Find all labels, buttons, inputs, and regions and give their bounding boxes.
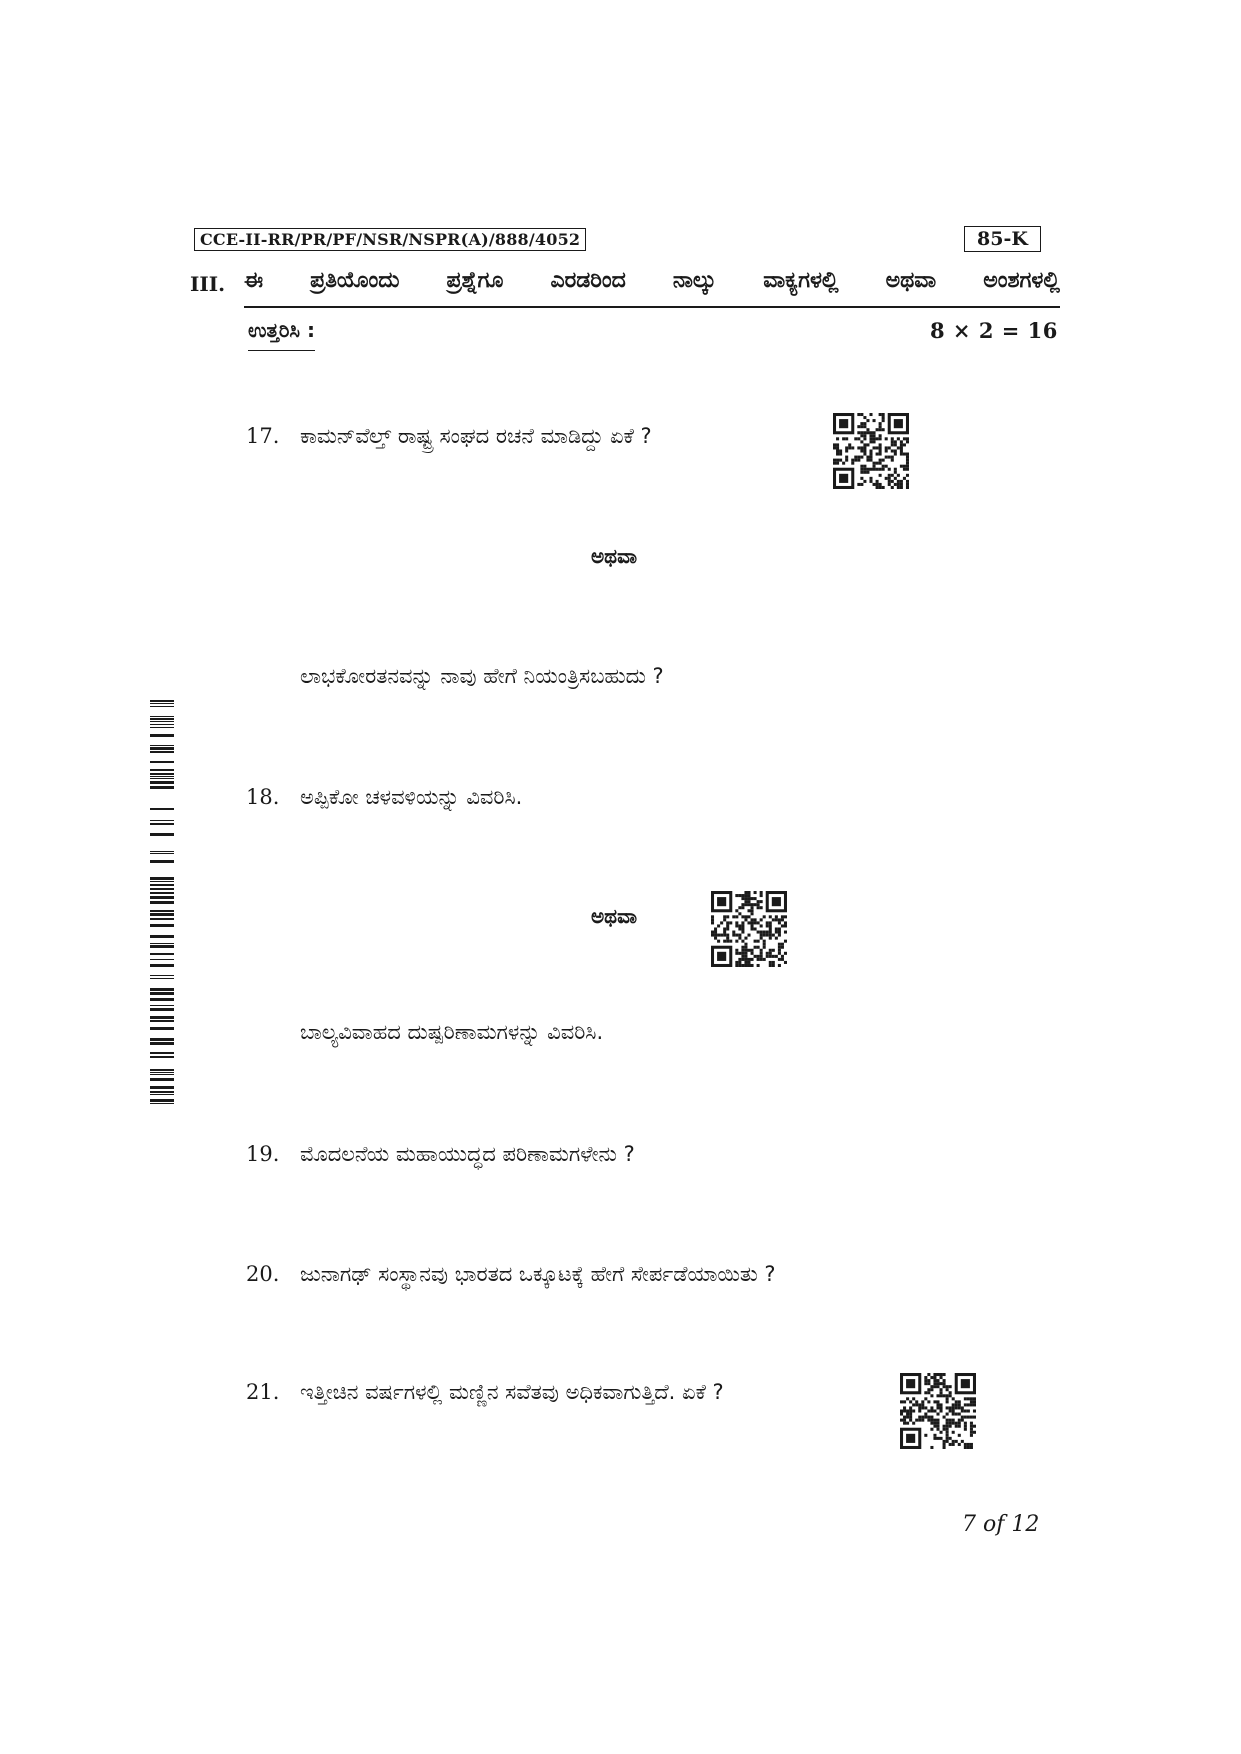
question-17 (246, 424, 652, 449)
qr-code-icon (711, 891, 787, 967)
question-number: 18. (246, 785, 280, 809)
barcode-icon (150, 700, 174, 1104)
page-number: 7 of 12 (962, 1512, 1040, 1537)
question-text: ಅಪ್ಪಿಕೋ ಚಳವಳಿಯನ್ನು ವಿವರಿಸಿ. (300, 785, 523, 809)
section-instruction: ಈ ಪ್ರತಿಯೊಂದು ಪ್ರಶ್ನೆಗೂ ಎರಡರಿಂದ ನಾಲ್ಕು ವಾಕ್ಯಗಳಲ್ಲಿ ಅಥವಾ ಅಂಶಗಳಲ್ಲಿ (244, 268, 1060, 293)
question-text: ಜುನಾಗಢ್ ಸಂಸ್ಥಾನವು ಭಾರತದ ಒಕ್ಕೂಟಕ್ಕೆ ಹೇಗೆ ಸೇರ್ಪಡೆಯಾಯಿತು ? (300, 1262, 776, 1286)
question-text: ಇತ್ತೀಚಿನ ವರ್ಷಗಳಲ್ಲಿ ಮಣ್ಣಿನ ಸವೆತವು ಅಧಿಕವಾಗುತ್ತಿದೆ. ಏಕೆ ? (300, 1380, 724, 1404)
question-18-alternative: ಬಾಲ್ಯವಿವಾಹದ ದುಷ್ಪರಿಣಾಮಗಳನ್ನು ವಿವರಿಸಿ. (300, 1020, 604, 1044)
section-instruction-continued: ಉತ್ತರಿಸಿ : (248, 318, 315, 351)
question-number: 17. (246, 424, 280, 448)
question-text: ಮೊದಲನೆಯ ಮಹಾಯುದ್ಧದ ಪರಿಣಾಮಗಳೇನು ? (300, 1142, 635, 1166)
question-17-alternative: ಲಾಭಕೋರತನವನ್ನು ನಾವು ಹೇಗೆ ನಿಯಂತ್ರಿಸಬಹುದು ? (300, 664, 664, 688)
question-text: ಕಾಮನ್‌ವೆಲ್ತ್ ರಾಷ್ಟ್ರ ಸಂಘದ ರಚನೆ ಮಾಡಿದ್ದು ಏಕೆ ? (300, 424, 652, 448)
question-number: 19. (246, 1142, 280, 1166)
exam-code: CCE-II-RR/PR/PF/NSR/NSPR(A)/888/4052 (194, 228, 586, 251)
question-number: 20. (246, 1262, 280, 1286)
question-19 (246, 1142, 635, 1167)
or-label: ಅಥವಾ (591, 904, 637, 928)
question-21 (246, 1380, 724, 1405)
question-20 (246, 1262, 776, 1287)
paper-code: 85-K (964, 226, 1041, 252)
qr-code-icon (900, 1373, 976, 1449)
qr-code-icon (833, 413, 909, 489)
or-label: ಅಥವಾ (591, 544, 637, 568)
question-number: 21. (246, 1380, 280, 1404)
section-number: III. (190, 272, 226, 296)
section-marks: 8 × 2 = 16 (930, 318, 1058, 343)
section-underline (244, 306, 1060, 308)
question-18 (246, 785, 522, 810)
